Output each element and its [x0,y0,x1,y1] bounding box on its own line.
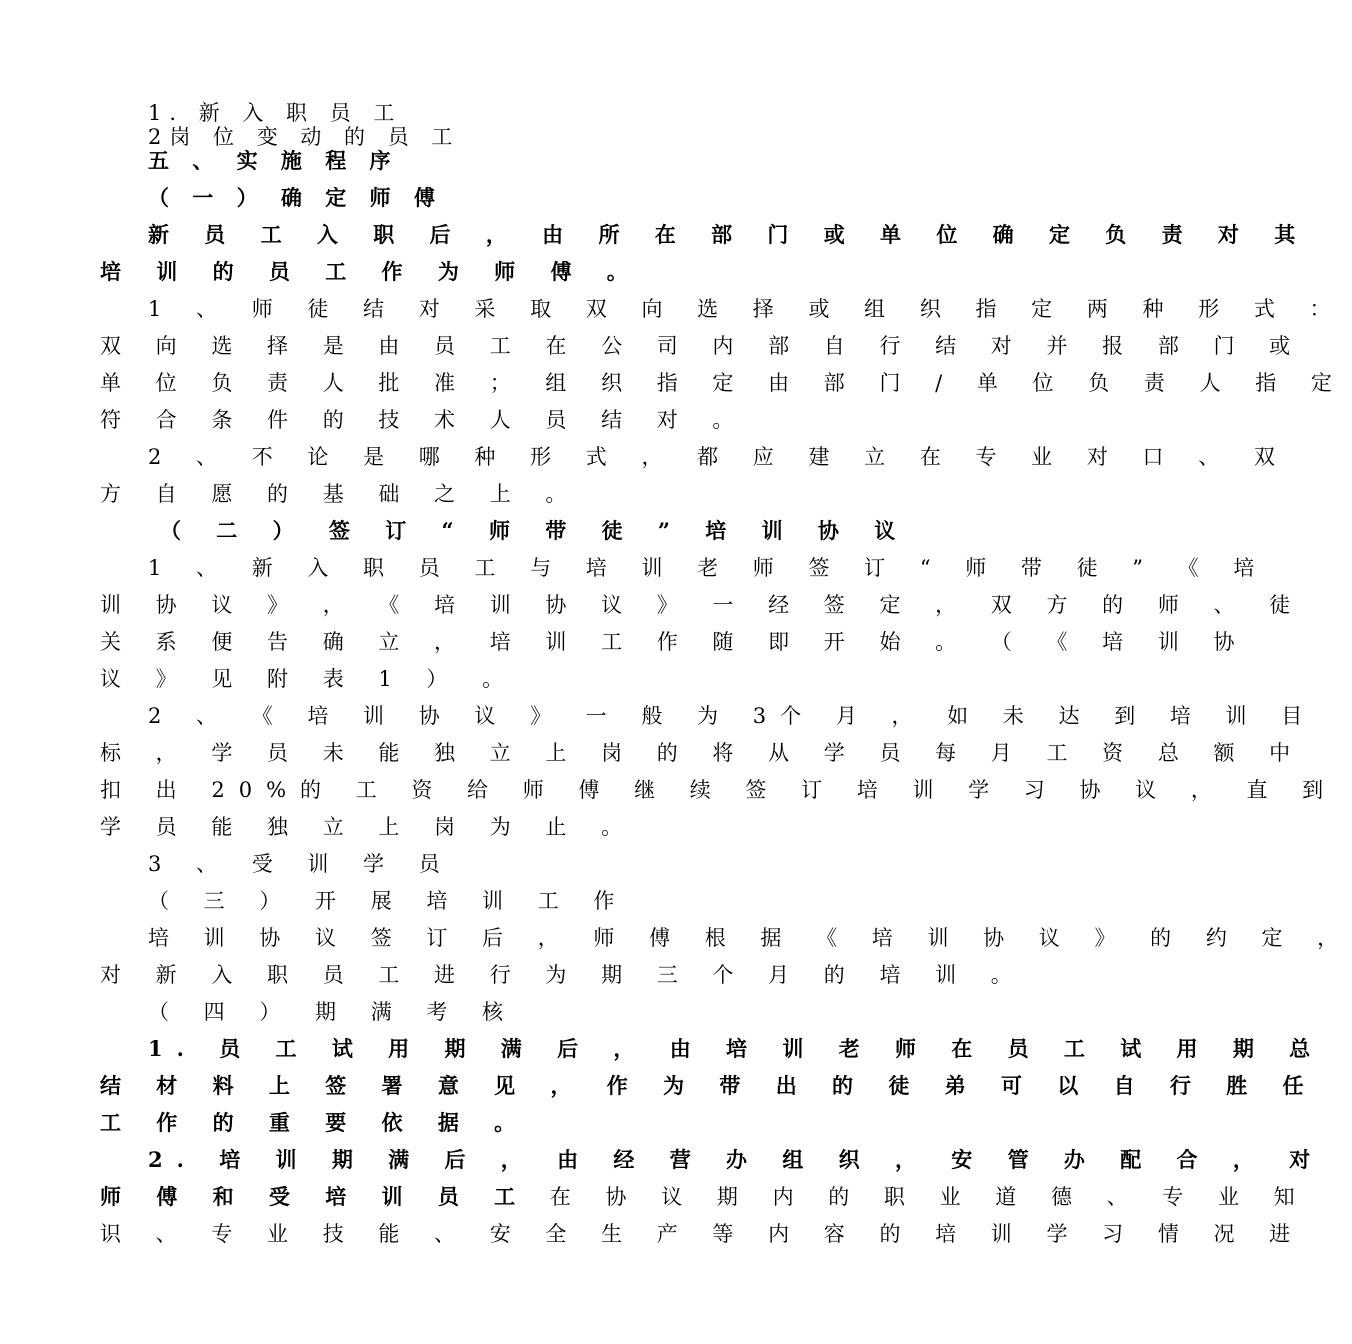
paragraph-line: 1 、 师 徒 结 对 采 取 双 向 选 择 或 组 织 指 定 两 种 形 式 ： [148,297,1345,321]
paragraph-line: 议 》 见 附 表 1 ） 。 [100,667,518,691]
paragraph-line: 培 训 的 员 工 作 为 师 傅 。 [100,259,642,284]
paragraph-line: 符 合 条 件 的 技 术 人 员 结 对 。 [100,408,748,432]
paragraph-line: 双 向 选 择 是 由 员 工 在 公 司 内 部 自 行 结 对 并 报 部 门 或 [100,334,1305,358]
paragraph-line: 2 、 《 培 训 协 议 》 一 般 为 3个 月 ， 如 未 达 到 培 训 目 [148,704,1317,728]
paragraph-line: 识 、 专 业 技 能 、 安 全 生 产 等 内 容 的 培 训 学 习 情 况 进 [100,1222,1305,1246]
subheading-3: （ 三 ） 开 展 培 训 工 作 [148,889,629,913]
paragraph-line: 关 系 便 告 确 立 ， 培 训 工 作 随 即 开 始 。 （ 《 培 训 协 [100,630,1249,654]
paragraph-line: 1 、 新 入 职 员 工 与 培 训 老 师 签 订 “ 师 带 徒 ” 《 培 [148,556,1269,580]
paragraph-line: 1. 员 工 试 用 期 满 后 ， 由 培 训 老 师 在 员 工 试 用 期 总 [148,1036,1325,1061]
paragraph-line: 对 新 入 职 员 工 进 行 为 期 三 个 月 的 培 训 。 [100,963,1026,987]
subheading-4: （ 四 ） 期 满 考 核 [148,1000,518,1024]
paragraph-line: 工 作 的 重 要 依 据 。 [100,1110,530,1135]
paragraph-line: 2. 培 训 期 满 后 ， 由 经 营 办 组 织 ， 安 管 办 配 合 ， 对 [148,1147,1325,1172]
paragraph-line: 方 自 愿 的 基 础 之 上 。 [100,482,581,506]
subheading-2: （ 二 ） 签 订 “ 师 带 徒 ” 培 训 协 议 [160,518,910,543]
paragraph-line: 2 、 不 论 是 哪 种 形 式 ， 都 应 建 立 在 专 业 对 口 、 双 [148,445,1289,469]
paragraph-line: 学 员 能 独 立 上 岗 为 止 。 [100,815,637,839]
subheading-1: （ 一 ） 确 定 师 傅 [148,185,443,210]
paragraph-line: 训 协 议 》 ， 《 培 训 协 议 》 一 经 签 定 ， 双 方 的 师 、 徒 [100,593,1305,617]
list-item-trainee: 3 、 受 训 学 员 [148,852,454,876]
list-item-new-staff: 1. 新 入 职 员 工 [148,101,403,125]
paragraph-line-mixed [100,1184,1309,1210]
paragraph-line: 单 位 负 责 人 批 准 ； 组 织 指 定 由 部 门 / 单 位 负 责 人 指 定 [100,371,1346,395]
bold-run: 师 傅 和 受 培 训 员 工 [100,1184,530,1209]
paragraph-line: 培 训 协 议 签 订 后 ， 师 傅 根 据 《 培 训 协 议 》 的 约 定 ， [148,926,1352,950]
paragraph-line: 标 ， 学 员 未 能 独 立 上 岗 的 将 从 学 员 每 月 工 资 总 额 中 [100,741,1305,765]
normal-run: 在 协 议 期 内 的 职 业 道 德 、 专 业 知 [529,1185,1309,1209]
section-heading-5: 五 、 实 施 程 序 [148,148,399,173]
list-item-transfer-staff: 2岗 位 变 动 的 员 工 [148,125,461,149]
paragraph-line: 新 员 工 入 职 后 ， 由 所 在 部 门 或 单 位 确 定 负 责 对 其 [148,222,1310,247]
paragraph-line: 结 材 料 上 签 署 意 见 ， 作 为 带 出 的 徒 弟 可 以 自 行 胜 任 [100,1073,1318,1098]
paragraph-line: 扣 出 20%的 工 资 给 师 傅 继 续 签 订 培 训 学 习 协 议 ， 直 到 [100,778,1338,802]
